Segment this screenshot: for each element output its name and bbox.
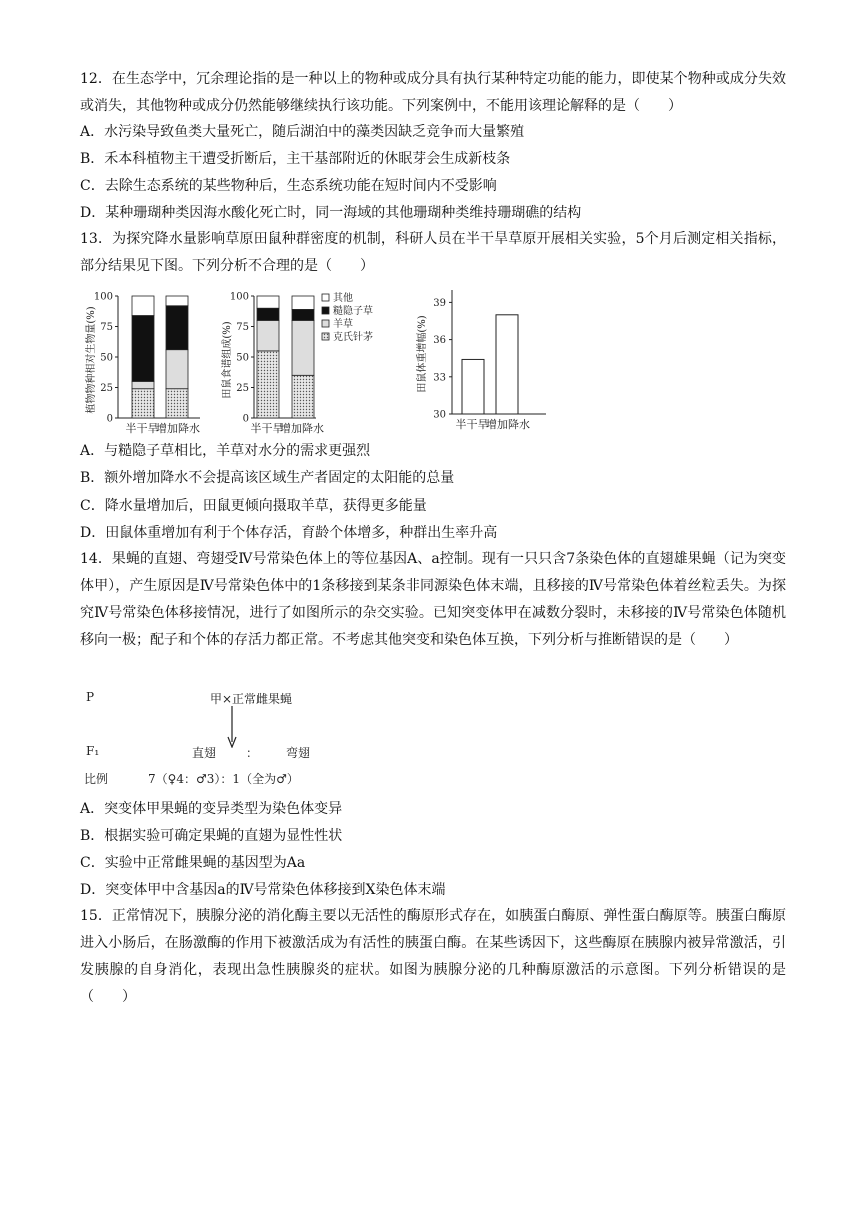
chart1-bar-segment — [132, 389, 154, 418]
chart2-bar-segment — [292, 320, 314, 375]
chart2-bar-segment — [292, 375, 314, 418]
q14-option-b: B．根据实验可确定果蝇的直翅为显性性状 — [80, 828, 343, 844]
q13-option-b: B．额外增加降水不会提高该区域生产者固定的太阳能的总量 — [80, 470, 455, 486]
chart-weight — [415, 290, 546, 431]
q13-figure — [80, 282, 560, 438]
chart2-ytick-label: 0 — [242, 413, 249, 425]
q12-option-a: A．水污染导致鱼类大量死亡，随后湖泊中的藻类因缺乏竞争而大量繁殖 — [80, 124, 525, 140]
q15-stem: 15．正常情况下，胰腺分泌的消化酶主要以无活性的酶原形式存在，如胰蛋白酶原、弹性蛋白酶原等。胰蛋白酶原进入小肠后，在肠激酶的作用下被激活成为有活性的胰蛋白酶。在某些诱因下，这些酶原在胰腺内被异常激活，引发胰腺的自身消化，表现出急性胰腺炎的症状。如图为胰腺分泌的几种酶原激活的示意图。下列分析错误的是（ ） — [80, 908, 786, 1005]
q13-option-c: C．降水量增加后，田鼠更倾向摄取羊草，获得更多能量 — [80, 498, 427, 514]
chart1-ytick-label: 75 — [100, 322, 113, 333]
chart1-bar-segment — [132, 316, 154, 382]
chart2-legend-swatch — [322, 307, 329, 314]
chart1-bar-segment — [166, 296, 188, 306]
chart1-bar-segment — [166, 350, 188, 389]
chart3-ytick-label: 30 — [433, 409, 446, 421]
chart2-legend-swatch — [322, 320, 329, 327]
cross-ratio: 7（♀4：♂3）：1（全为♂） — [148, 772, 299, 786]
q14-option-c: C．实验中正常雌果蝇的基因型为Aa — [80, 855, 306, 871]
chart1-bar-segment — [166, 389, 188, 418]
chart1-ytick-label: 0 — [106, 413, 113, 425]
q12-option-d: D．某种珊瑚种类因海水酸化死亡时，同一海域的其他珊瑚种类维持珊瑚礁的结构 — [80, 205, 582, 221]
chart2-legend-label: 克氏针茅 — [333, 332, 373, 343]
chart1-xtick-1: 增加降水 — [156, 422, 200, 435]
chart3-xtick-0: 半干旱 — [455, 418, 489, 431]
chart2-bar-segment — [292, 309, 314, 320]
chart2-legend-label: 其他 — [333, 293, 353, 304]
chart1-bar-segment — [166, 306, 188, 350]
q14-cross-diagram — [80, 686, 440, 786]
cross-f1-label: F₁ — [86, 744, 100, 758]
chart2-bar-segment — [257, 351, 279, 418]
chart1-bar-segment — [132, 296, 154, 316]
chart1-xtick-0: 半干旱 — [125, 422, 159, 435]
cross-colon: ： — [246, 746, 259, 760]
q13-option-a: A．与糙隐子草相比，羊草对水分的需求更强烈 — [80, 443, 371, 459]
q12-stem: 12．在生态学中，冗余理论指的是一种以上的物种或成分具有执行某种特定功能的能力，即使某个物种或成分失效或消失，其他物种或成分仍然能够继续执行该功能。下列案例中，不能用该理论解释的是（ ） — [80, 71, 786, 114]
q12-option-b: B．禾本科植物主干遭受折断后，主干基部附近的休眠芽会生成新枝条 — [80, 151, 511, 167]
chart2-xtick-0: 半干旱 — [250, 422, 284, 435]
cross-pheno-straight: 直翅 — [192, 746, 217, 760]
chart2-ytick-label: 50 — [236, 352, 249, 364]
chart2-ytick-label: 25 — [236, 383, 249, 394]
chart2-legend-label: 糙隐子草 — [333, 306, 373, 317]
chart2-legend-swatch — [322, 294, 329, 301]
q12-option-c: C．去除生态系统的某些物种后，生态系统功能在短时间内不受影响 — [80, 178, 497, 194]
chart1-ytick-label: 100 — [93, 291, 113, 303]
chart1-bar-segment — [132, 381, 154, 388]
chart3-bar — [462, 359, 484, 414]
chart-biomass — [84, 292, 200, 436]
chart3-bar — [496, 315, 518, 414]
chart2-legend-label: 羊草 — [333, 319, 353, 330]
chart2-xtick-1: 增加降水 — [280, 422, 324, 435]
chart3-xtick-1: 增加降水 — [486, 418, 530, 431]
chart1-ytick-label: 25 — [100, 383, 113, 394]
chart2-ylabel: 田鼠食谱组成(%) — [222, 321, 233, 399]
chart3-ytick-label: 39 — [433, 297, 446, 309]
cross-ratio-label: 比例 — [84, 772, 109, 786]
chart2-bar-segment — [257, 320, 279, 351]
chart3-ytick-label: 33 — [433, 372, 446, 384]
q13-option-d: D．田鼠体重增加有利于个体存活，育龄个体增多，种群出生率升高 — [80, 525, 498, 541]
chart2-ytick-label: 75 — [236, 322, 249, 333]
q14-stem: 14．果蝇的直翅、弯翅受Ⅳ号常染色体上的等位基因A、a控制。现有一只只含7条染色体的直翅雄果蝇（记为突变体甲），产生原因是Ⅳ号常染色体中的1条移接到某条非同源染色体末端，且移接的Ⅳ号常染色体着丝粒丢失。为探究Ⅳ号常染色体移接情况，进行了如图所示的杂交实验。已知突变体甲在减数分裂时，未移接的Ⅳ号常染色体随机移向一极；配子和个体的存活力都正常。不考虑其他突变和染色体互换，下列分析与推断错误的是（ ） — [80, 551, 786, 648]
q14-option-a: A．突变体甲果蝇的变异类型为染色体变异 — [80, 801, 343, 817]
chart2-bar-segment — [292, 296, 314, 309]
cross-down-arrow — [226, 706, 238, 748]
chart3-ylabel: 田鼠体重增幅(%) — [417, 315, 428, 393]
cross-p-label: P — [86, 690, 95, 704]
q13-stem: 13．为探究降水量影响草原田鼠种群密度的机制，科研人员在半干旱草原开展相关实验，5个月后测定相关指标，部分结果见下图。下列分析不合理的是（ ） — [80, 231, 786, 274]
chart2-bar-segment — [257, 296, 279, 308]
chart1-ytick-label: 50 — [100, 352, 113, 364]
chart2-ytick-label: 100 — [229, 291, 249, 303]
chart2-legend-swatch — [322, 333, 329, 340]
cross-pheno-bent: 弯翅 — [286, 746, 311, 760]
cross-parents: 甲×正常雌果蝇 — [210, 692, 293, 706]
chart-diet — [220, 291, 373, 435]
chart2-bar-segment — [257, 308, 279, 320]
chart1-ylabel: 植物物种相对生物量(%) — [86, 306, 97, 414]
chart3-ytick-label: 36 — [433, 335, 446, 347]
q14-option-d: D．突变体甲中含基因a的Ⅳ号常染色体移接到X染色体末端 — [80, 882, 446, 898]
